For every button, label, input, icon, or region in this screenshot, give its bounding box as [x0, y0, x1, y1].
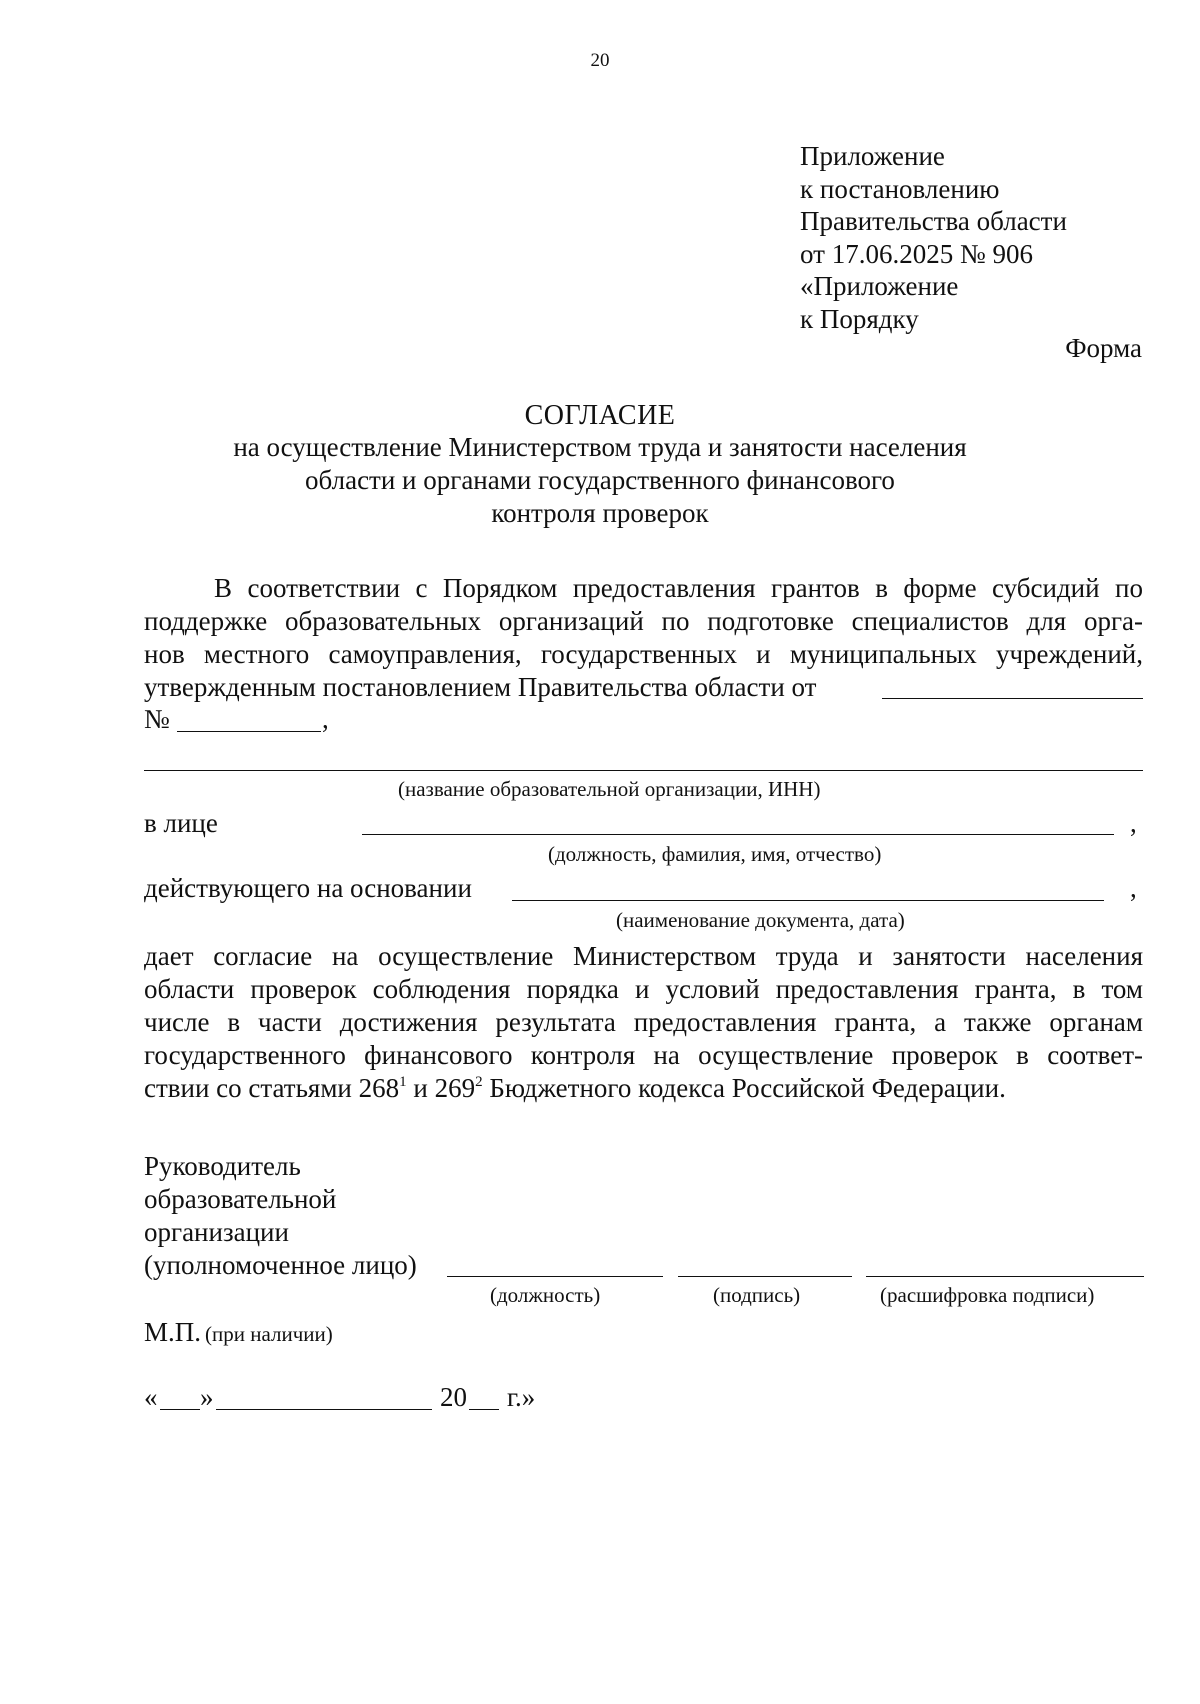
person-blank[interactable] [362, 834, 1114, 835]
in-person-label: в лице [144, 808, 218, 838]
stamp-label: М.П. [144, 1317, 202, 1347]
position-caption: (должность) [490, 1283, 601, 1307]
superscript: 2 [475, 1074, 483, 1090]
intro-line: поддержке образовательных организаций по подготовке специалистов для орга- [144, 606, 1143, 636]
form-label: Форма [1065, 333, 1142, 363]
page-number: 20 [590, 50, 610, 71]
consent-line: дает согласие на осуществление Министерством труда и занятости населения [144, 941, 1143, 971]
decoding-caption: (расшифровка подписи) [880, 1283, 1095, 1307]
basis-blank[interactable] [512, 900, 1104, 901]
intro-line-text: утвержденным постановлением Правительства области от [144, 672, 817, 702]
org-caption: (название образовательной организации, ИНН) [398, 777, 821, 801]
decoding-blank[interactable] [866, 1276, 1144, 1277]
signatory-line: организации [144, 1217, 289, 1247]
basis-comma: , [1130, 873, 1137, 903]
decree-number-blank[interactable] [177, 731, 321, 732]
signatory-line: образовательной [144, 1184, 337, 1214]
date-close-quote: » [200, 1382, 214, 1412]
person-comma: , [1130, 808, 1137, 838]
consent-line: области проверок соблюдения порядка и условий предоставления гранта, в том [144, 974, 1143, 1004]
signatory-line: Руководитель [144, 1151, 301, 1181]
decree-date-blank[interactable] [882, 698, 1143, 699]
org-name-blank[interactable] [144, 770, 1143, 771]
subtitle-line: области и органами государственного финансового [305, 465, 895, 495]
consent-text: Бюджетного кодекса Российской Федерации. [482, 1073, 1006, 1103]
number-sign: № [144, 704, 170, 734]
consent-line: числе в части достижения результата предоставления гранта, а также органам [144, 1007, 1143, 1037]
appendix-line: «Приложение [800, 271, 959, 301]
intro-comma: , [322, 704, 329, 734]
intro-paragraph [144, 572, 1143, 704]
appendix-block [800, 140, 1067, 335]
date-open-quote: « [144, 1382, 158, 1412]
consent-text: ствии со статьями 268 [144, 1073, 400, 1103]
consent-text: и 269 [406, 1073, 476, 1103]
appendix-line: к Порядку [800, 303, 919, 334]
date-year-suffix: г.» [507, 1382, 536, 1412]
decree-number-row [144, 704, 170, 735]
intro-line: В соответствии с Порядком предоставления грантов в форме субсидий по [214, 573, 1143, 603]
subtitle-line: на осуществление Министерством труда и занятости населения [233, 432, 967, 462]
consent-line [144, 1072, 1143, 1105]
consent-paragraph [144, 940, 1143, 1105]
date-year-prefix: 20 [440, 1382, 467, 1412]
appendix-line: к постановлению [800, 173, 1000, 204]
appendix-line: Приложение [800, 141, 945, 171]
basis-caption: (наименование документа, дата) [616, 908, 905, 932]
appendix-line: от 17.06.2025 № 906 [800, 238, 1033, 269]
document-subtitle [0, 431, 1200, 530]
stamp-note: (при наличии) [205, 1322, 333, 1346]
date-year-blank[interactable] [469, 1409, 499, 1410]
basis-label: действующего на основании [144, 873, 472, 903]
appendix-line: Правительства области [800, 206, 1067, 236]
signatory-line: (уполномоченное лицо) [144, 1250, 417, 1280]
position-blank[interactable] [447, 1276, 663, 1277]
stamp-row [144, 1317, 333, 1348]
intro-line [144, 671, 1143, 704]
intro-line: нов местного самоуправления, государственных и муниципальных учреждений, [144, 639, 1143, 669]
signatory-block [144, 1150, 417, 1282]
person-caption: (должность, фамилия, имя, отчество) [548, 842, 882, 866]
date-day-blank[interactable] [160, 1409, 200, 1410]
subtitle-line: контроля проверок [491, 498, 709, 528]
date-month-blank[interactable] [216, 1409, 432, 1410]
consent-line: государственного финансового контроля на осуществление проверок в соответ- [144, 1040, 1143, 1070]
signature-blank[interactable] [678, 1276, 852, 1277]
superscript: 1 [399, 1074, 407, 1090]
signature-caption: (подпись) [713, 1283, 801, 1307]
document-title: СОГЛАСИЕ [524, 400, 676, 431]
